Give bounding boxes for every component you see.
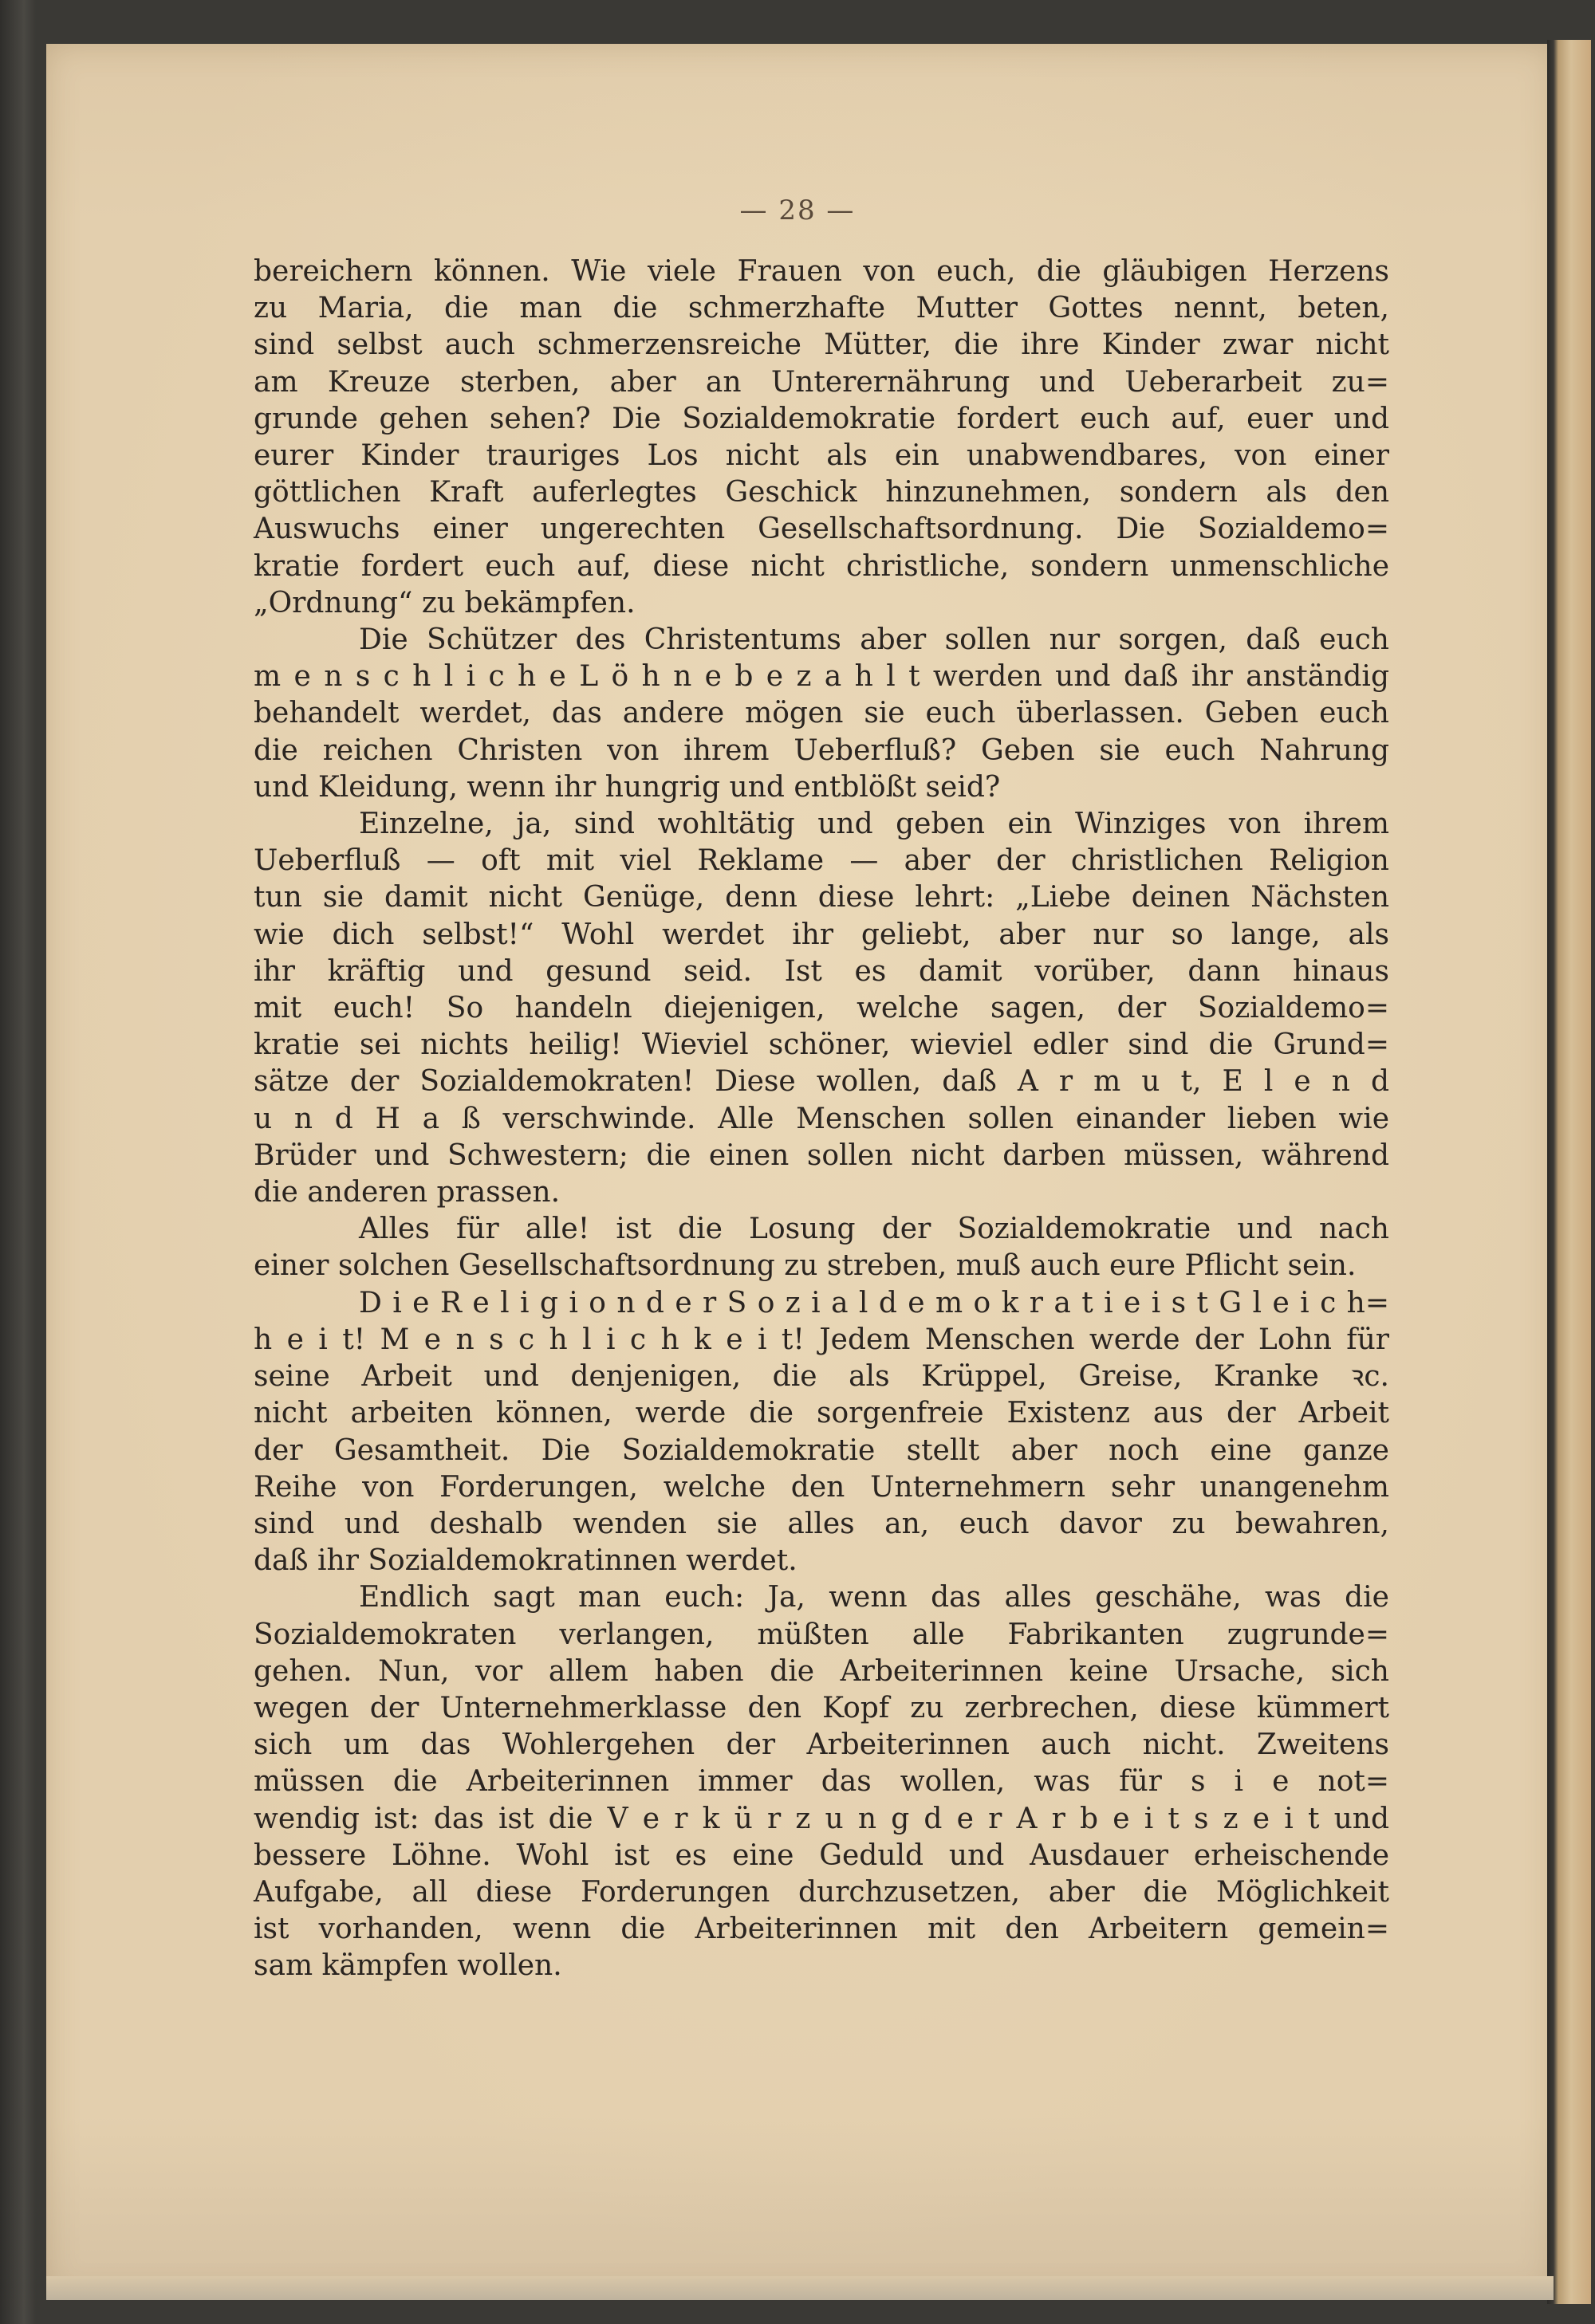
text-line: wie dich selbst!“ Wohl werdet ihr geliebt, aber nur so lange, als bbox=[254, 918, 1389, 951]
text-line: sind und deshalb wenden sie alles an, euch davor zu bewahren, bbox=[254, 1507, 1389, 1540]
text-line: Reihe von Forderungen, welche den Unternehmern sehr unangenehm bbox=[254, 1470, 1389, 1504]
page-number: — 28 — bbox=[739, 195, 856, 226]
text-line: ist vorhanden, wenn die Arbeiterinnen mit den Arbeitern gemein= bbox=[254, 1913, 1389, 1946]
paragraph-p3 bbox=[254, 806, 1389, 1211]
text-line: Ueberfluß — oft mit viel Reklame — aber der christlichen Religion bbox=[254, 844, 1389, 878]
text-line: Brüder und Schwestern; die einen sollen nicht darben müssen, während bbox=[254, 1138, 1389, 1172]
text-line: nicht arbeiten können, werde die sorgenfreie Existenz aus der Arbeit bbox=[254, 1397, 1389, 1430]
paragraph-p1 bbox=[254, 254, 1389, 622]
page-bottom-edge bbox=[46, 2276, 1554, 2300]
text-line: bessere Löhne. Wohl ist es eine Geduld und Ausdauer erheischende bbox=[254, 1838, 1389, 1872]
text-line: u n d H a ß verschwinde. Alle Menschen sollen einander lieben wie bbox=[254, 1102, 1389, 1135]
text-line: und Kleidung, wenn ihr hungrig und entblößt seid? bbox=[254, 770, 1001, 804]
text-line: D i e R e l i g i o n d e r S o z i a l d e m o k r a t i e i s t G l e i c h= bbox=[359, 1286, 1389, 1319]
text-line: wendig ist: das ist die V e r k ü r z u n g d e r A r b e i t s z e i t und bbox=[254, 1802, 1389, 1835]
text-line: Aufgabe, all diese Forderungen durchzusetzen, aber die Möglichkeit bbox=[254, 1875, 1389, 1909]
text-line: h e i t! M e n s c h l i c h k e i t! Jedem Menschen werde der Lohn für bbox=[254, 1323, 1389, 1356]
text-line: sind selbst auch schmerzensreiche Mütter, die ihre Kinder zwar nicht bbox=[254, 328, 1389, 362]
text-line: einer solchen Gesellschaftsordnung zu streben, muß auch eure Pflicht sein. bbox=[254, 1249, 1357, 1283]
text-line: Die Schützer des Christentums aber sollen nur sorgen, daß euch bbox=[359, 623, 1389, 657]
text-line: „Ordnung“ zu bekämpfen. bbox=[254, 586, 636, 619]
text-line: seine Arbeit und denjenigen, die als Krüppel, Greise, Kranke ꝛc. bbox=[254, 1360, 1389, 1394]
text-line: gehen. Nun, vor allem haben die Arbeiterinnen keine Ursache, sich bbox=[254, 1654, 1389, 1688]
text-line: die anderen prassen. bbox=[254, 1176, 561, 1209]
text-line: sam kämpfen wollen. bbox=[254, 1949, 562, 1983]
text-line: Auswuchs einer ungerechten Gesellschaftsordnung. Die Sozialdemo= bbox=[254, 513, 1389, 546]
text-line: müssen die Arbeiterinnen immer das wollen, was für s i e not= bbox=[254, 1765, 1389, 1799]
text-line: behandelt werdet, das andere mögen sie euch überlassen. Geben euch bbox=[254, 697, 1389, 730]
text-line: m e n s c h l i c h e L ö h n e b e z a h l t werden und daß ihr anständig bbox=[254, 660, 1389, 694]
text-line: ihr kräftig und gesund seid. Ist es damit vorüber, dann hinaus bbox=[254, 954, 1389, 988]
text-line: der Gesamtheit. Die Sozialdemokratie stellt aber noch eine ganze bbox=[254, 1433, 1389, 1467]
text-line: eurer Kinder trauriges Los nicht als ein unabwendbares, von einer bbox=[254, 439, 1389, 473]
text-line: tun sie damit nicht Genüge, denn diese lehrt: „Liebe deinen Nächsten bbox=[254, 881, 1389, 914]
text-line: bereichern können. Wie viele Frauen von euch, die gläubigen Herzens bbox=[254, 255, 1389, 288]
text-line: sich um das Wohlergehen der Arbeiterinnen auch nicht. Zweitens bbox=[254, 1728, 1389, 1762]
text-line: am Kreuze sterben, aber an Unterernährung und Ueberarbeit zu= bbox=[254, 365, 1389, 399]
text-line: Sozialdemokraten verlangen, müßten alle Fabrikanten zugrunde= bbox=[254, 1618, 1389, 1651]
text-line: grunde gehen sehen? Die Sozialdemokratie fordert euch auf, euer und bbox=[254, 402, 1389, 435]
text-line: die reichen Christen von ihrem Ueberfluß? Geben sie euch Nahrung bbox=[254, 733, 1389, 767]
text-line: Endlich sagt man euch: Ja, wenn das alles geschähe, was die bbox=[359, 1581, 1389, 1614]
page-edge-shadow bbox=[1547, 40, 1591, 2304]
text-line: wegen der Unternehmerklasse den Kopf zu zerbrechen, diese kümmert bbox=[254, 1691, 1389, 1724]
paragraph-p5 bbox=[254, 1285, 1389, 1580]
text-line: kratie fordert euch auf, diese nicht christliche, sondern unmenschliche bbox=[254, 549, 1389, 583]
paragraph-p2 bbox=[254, 622, 1389, 806]
paragraph-p4 bbox=[254, 1211, 1389, 1284]
text-line: kratie sei nichts heilig! Wieviel schöner, wieviel edler sind die Grund= bbox=[254, 1028, 1389, 1062]
body-text bbox=[254, 254, 1389, 1985]
text-line: zu Maria, die man die schmerzhafte Mutter Gottes nennt, beten, bbox=[254, 292, 1389, 325]
text-line: mit euch! So handeln diejenigen, welche sagen, der Sozialdemo= bbox=[254, 992, 1389, 1025]
paragraph-p6 bbox=[254, 1579, 1389, 1984]
text-line: göttlichen Kraft auferlegtes Geschick hinzunehmen, sondern als den bbox=[254, 476, 1389, 509]
text-line: Alles für alle! ist die Losung der Sozialdemokratie und nach bbox=[359, 1213, 1389, 1246]
text-line: daß ihr Sozialdemokratinnen werdet. bbox=[254, 1544, 798, 1578]
text-line: Einzelne, ja, sind wohltätig und geben ein Winziges von ihrem bbox=[359, 808, 1389, 841]
text-line: sätze der Sozialdemokraten! Diese wollen, daß A r m u t, E l e n d bbox=[254, 1065, 1389, 1099]
